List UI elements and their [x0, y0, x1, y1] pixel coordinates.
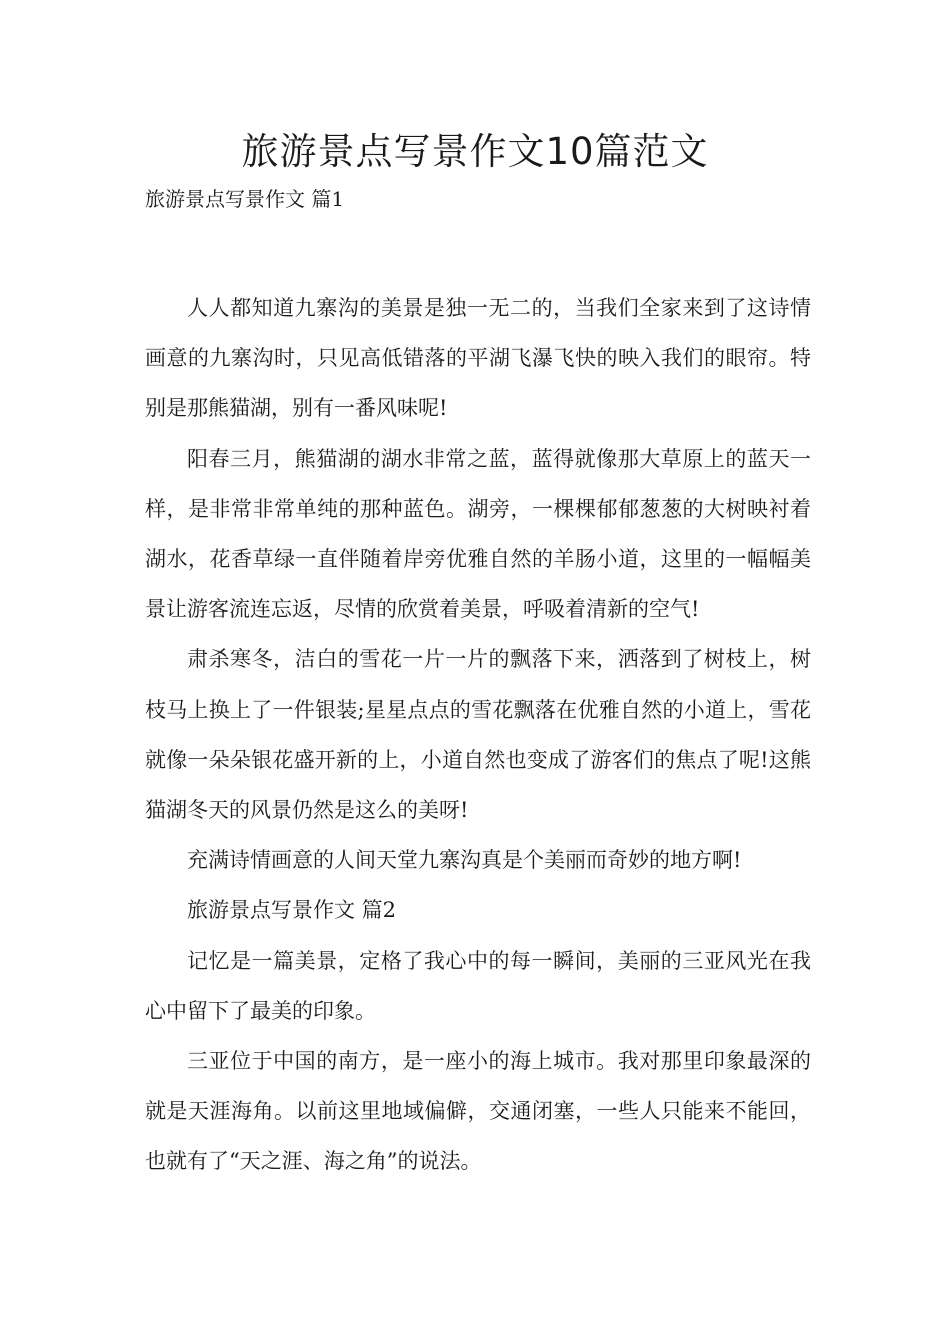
document-title: 旅游景点写景作文10篇范文 [241, 130, 709, 173]
paragraph: 三亚位于中国的南方，是一座小的海上城市。我对那里印象最深的就是天涯海角。以前这里地域偏僻，交通闭塞，一些人只能来不能回，也就有了“天之涯、海之角”的说法。 [145, 1049, 811, 1174]
paragraph: 阳春三月，熊猫湖的湖水非常之蓝，蓝得就像那大草原上的蓝天一样，是非常非常单纯的那种蓝色。湖旁，一棵棵郁郁葱葱的大树映衬着湖水，花香草绿一直伴随着岸旁优雅自然的羊肠小道，这里的一幅幅美景让游客流连忘返，尽情的欣赏着美景，呼吸着清新的空气! [145, 446, 811, 622]
essay-heading-1: 旅游景点写景作文 篇1 [145, 187, 345, 211]
paragraph: 记忆是一篇美景，定格了我心中的每一瞬间，美丽的三亚风光在我心中留下了最美的印象。 [145, 948, 811, 1023]
paragraph: 充满诗情画意的人间天堂九寨沟真是个美丽而奇妙的地方啊! [187, 848, 742, 873]
paragraph: 肃杀寒冬，洁白的雪花一片一片的飘落下来，洒落到了树枝上，树枝马上换上了一件银装;星星点点的雪花飘落在优雅自然的小道上，雪花就像一朵朵银花盛开新的上，小道自然也变成了游客们的焦点了呢!这熊猫湖冬天的风景仍然是这么的美呀! [145, 647, 811, 823]
document-body [145, 283, 811, 1187]
essay-heading-2: 旅游景点写景作文 篇2 [187, 898, 397, 923]
paragraph: 人人都知道九寨沟的美景是独一无二的，当我们全家来到了这诗情画意的九寨沟时，只见高低错落的平湖飞瀑飞快的映入我们的眼帘。特别是那熊猫湖，别有一番风味呢! [145, 296, 811, 421]
